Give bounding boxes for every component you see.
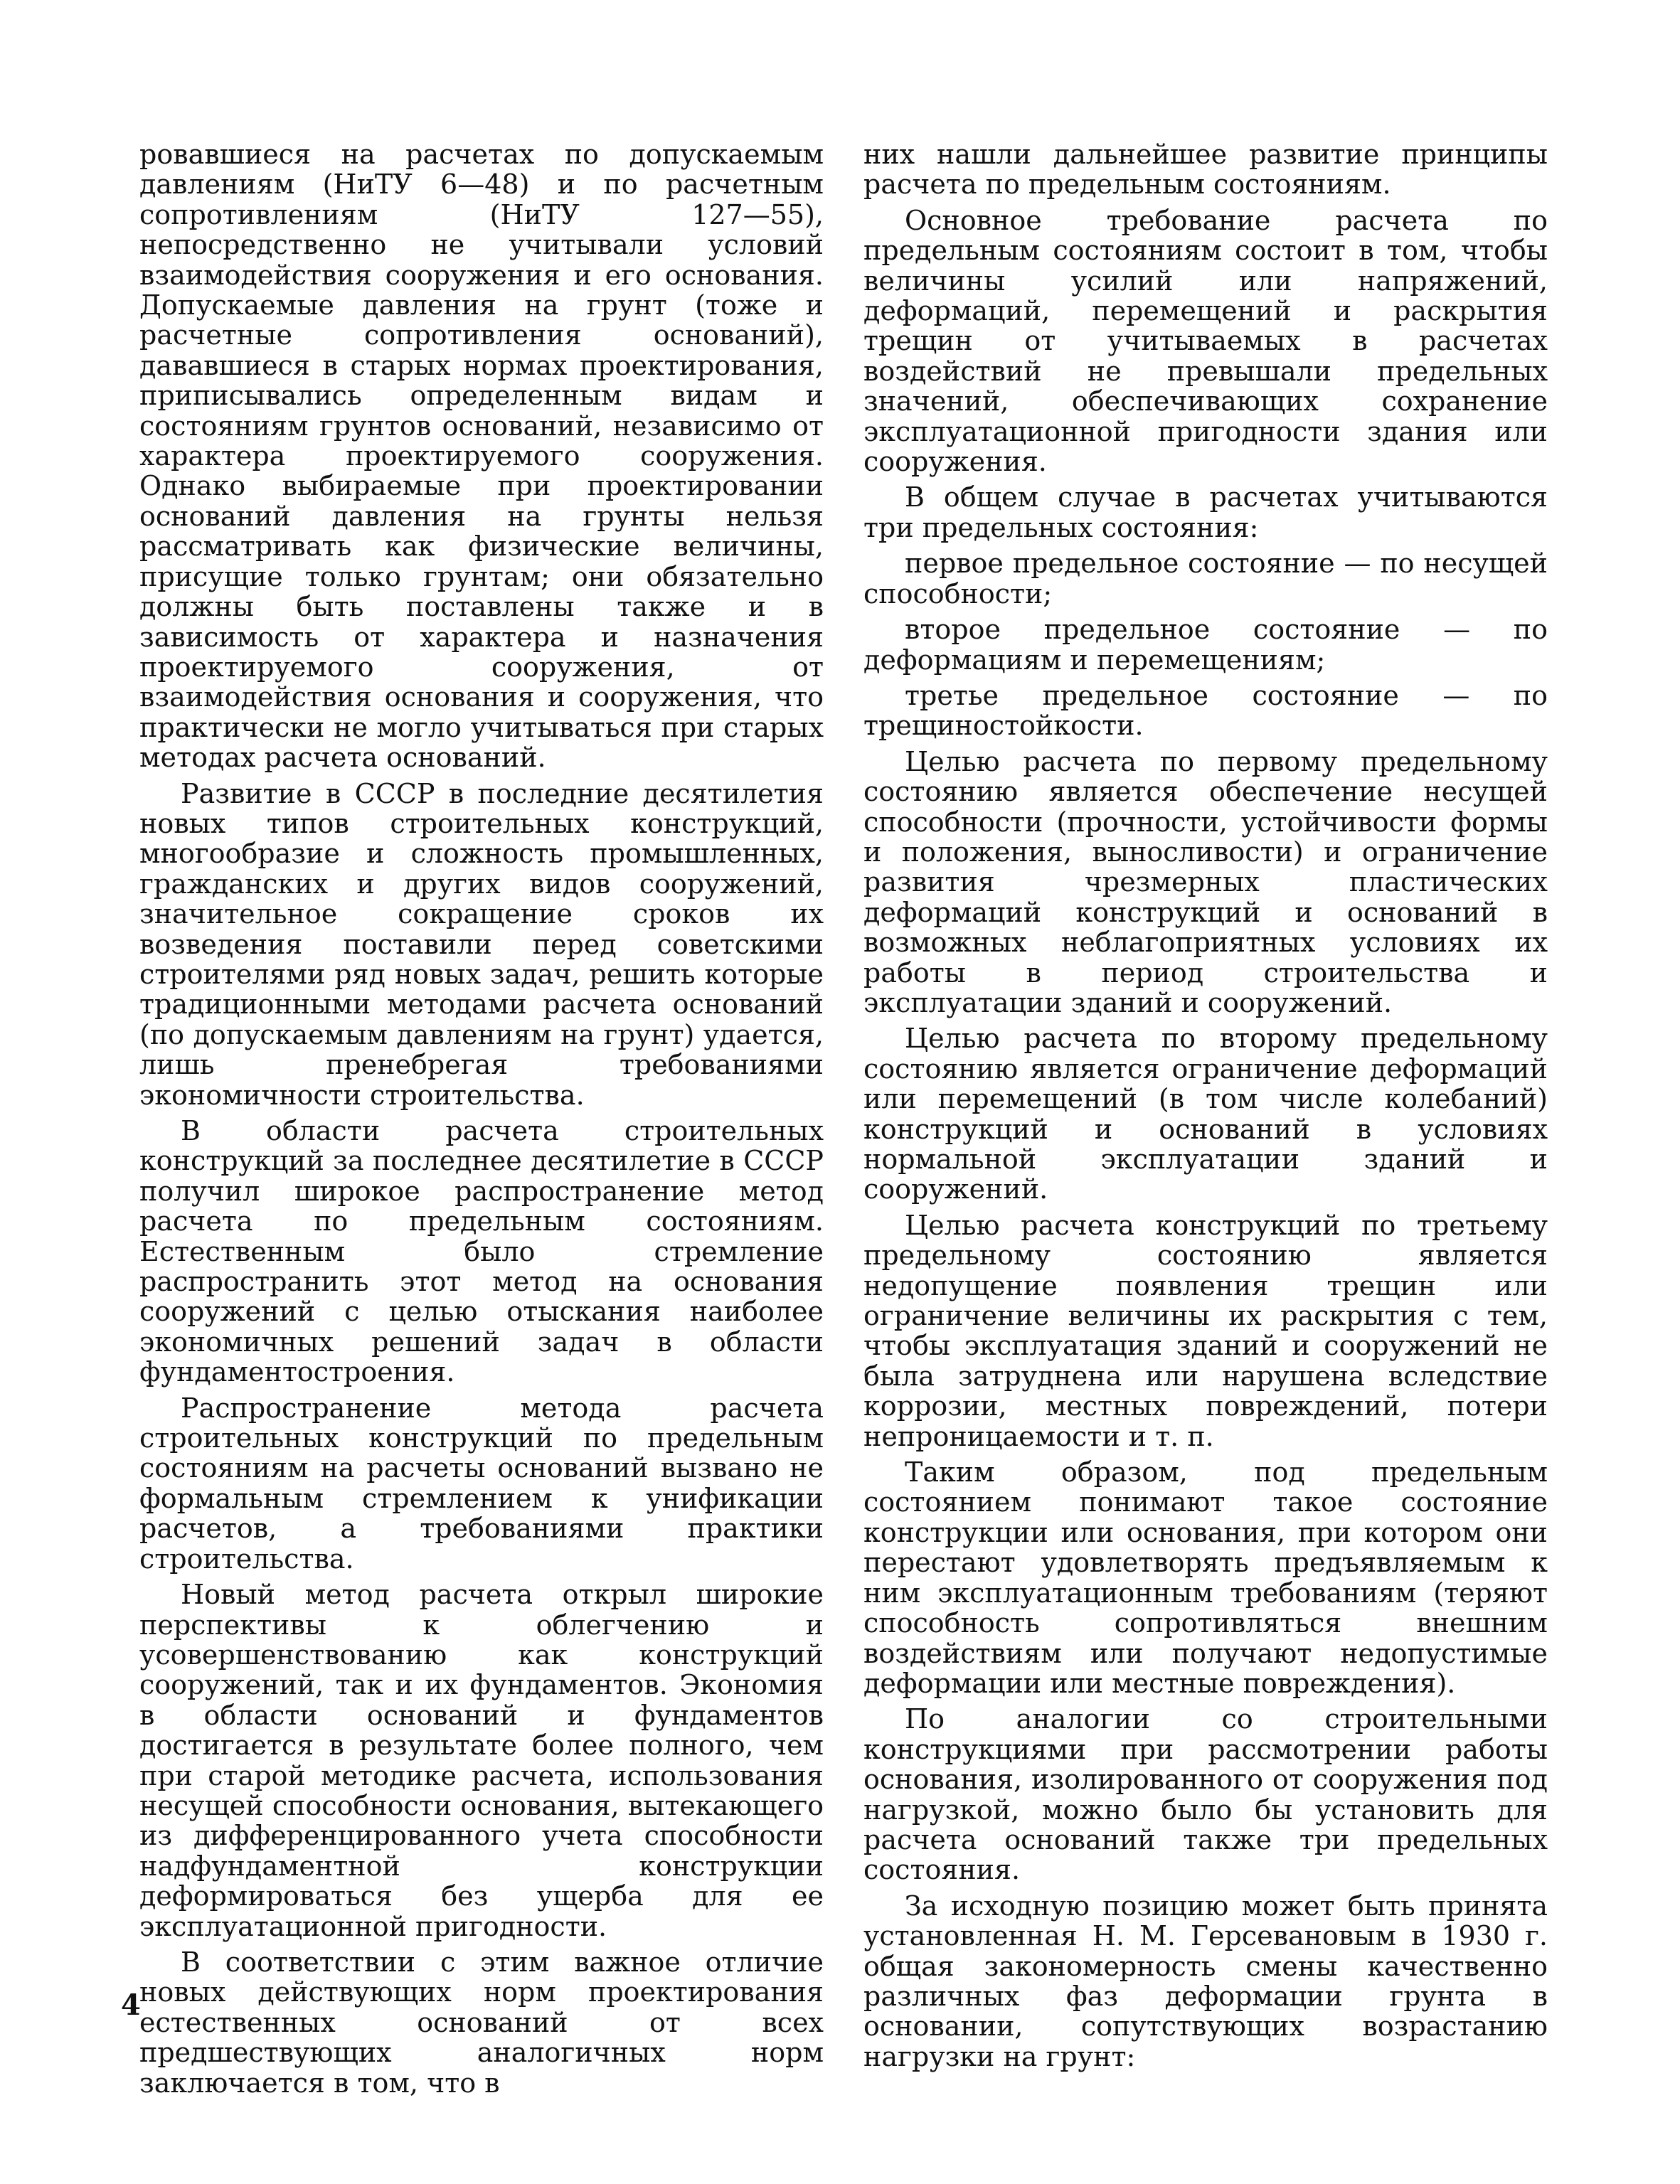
paragraph: Целью расчета конструкций по третьему предельному состоянию является недопущение появления трещин или ограничение величины их раскрытия с тем, чтобы эксплуатация зданий и сооружений не была затруднена или нарушена вследствие коррозии, местных повреждений, потери непроницаемости и т. п.	[863, 1209, 1548, 1452]
left-column	[139, 139, 824, 2104]
paragraph: Развитие в СССР в последние десятилетия новых типов строительных конструкций, многообразие и сложность промышленных, гражданских и других видов сооружений, значительное сокращение сроков их возведения поставили перед советскими строителями ряд новых задач, решить которые традиционными методами расчета оснований (по допускаемым давлениям на грунт) удается, лишь пренебрегая требованиями экономичности строительства.	[139, 777, 824, 1111]
paragraph: В области расчета строительных конструкций за последнее десятилетие в СССР получил широкое распространение метод расчета по предельным состояниям. Естественным было стремление распространить этот метод на основания сооружений с целью отыскания наиболее экономичных решений задач в области фундаментостроения.	[139, 1115, 824, 1388]
paragraph: Таким образом, под предельным состоянием понимают такое состояние конструкции или основания, при котором они перестают удовлетворять предъявляемым к ним эксплуатационным требованиям (теряют способность сопротивляться внешним воздействиям или получают недопустимые деформации или местные повреждения).	[863, 1456, 1548, 1699]
paragraph: Распространение метода расчета строительных конструкций по предельным состояниям на расчеты оснований вызвано не формальным стремлением к унификации расчетов, а требованиями практики строительства.	[139, 1392, 824, 1575]
paragraph: Целью расчета по первому предельному состоянию является обеспечение несущей способности (прочности, устойчивости формы и положения, выносливости) и ограничение развития чрезмерных пластических деформаций конструкций и оснований в возможных неблагоприятных условиях их работы в период строительства и эксплуатации зданий и сооружений.	[863, 745, 1548, 1018]
list-item: третье предельное состояние — по трещиностойкости.	[863, 679, 1548, 742]
paragraph: В соответствии с этим важное отличие новых действующих норм проектирования естественных оснований от всех предшествующих аналогичных норм заключается в том, что в	[139, 1946, 824, 2099]
right-column	[863, 139, 1548, 2077]
paragraph: них нашли дальнейшее развитие принципы расчета по предельным состояниям.	[863, 139, 1548, 201]
paragraph: Целью расчета по второму предельному состоянию является ограничение деформаций или перемещений (в том числе колебаний) конструкций и оснований в условиях нормальной эксплуатации зданий и сооружений.	[863, 1023, 1548, 1205]
paragraph: ровавшиеся на расчетах по допускаемым давлениям (НиТУ 6—48) и по расчетным сопротивлениям (НиТУ 127—55), непосредственно не учитывали условий взаимодействия сооружения и его основания. Допускаемые давления на грунт (тоже и расчетные сопротивления оснований), дававшиеся в старых нормах проектирования, приписывались определенным видам и состояниям грунтов оснований, независимо от характера проектируемого сооружения. Однако выбираемые при проектировании оснований давления на грунты нельзя рассматривать как физические величины, присущие только грунтам; они обязательно должны быть поставлены также и в зависимость от характера и назначения проектируемого сооружения, от взаимодействия основания и сооружения, что практически не могло учитываться при старых методах расчета оснований.	[139, 139, 824, 774]
paragraph: За исходную позицию может быть принята установленная Н. М. Герсевановым в 1930 г. общая закономерность смены качественно различных фаз деформации грунта в основании, сопутствующих возрастанию нагрузки на грунт:	[863, 1890, 1548, 2072]
paragraph: Новый метод расчета открыл широкие перспективы к облегчению и усовершенствованию как конструкций сооружений, так и их фундаментов. Экономия в области оснований и фундаментов достигается в результате более полного, чем при старой методике расчета, использования несущей способности основания, вытекающего из дифференцированного учета способности надфундаментной конструкции деформироваться без ущерба для ее эксплуатационной пригодности.	[139, 1579, 824, 1942]
paragraph: По аналогии со строительными конструкциями при рассмотрении работы основания, изолированного от сооружения под нагрузкой, можно было бы установить для расчета оснований также три предельных состояния.	[863, 1703, 1548, 1886]
list-item: первое предельное состояние — по несущей способности;	[863, 548, 1548, 609]
list-item: второе предельное состояние — по деформациям и перемещениям;	[863, 614, 1548, 676]
paragraph: В общем случае в расчетах учитываются три предельных состояния:	[863, 481, 1548, 543]
page-number: 4	[121, 1988, 141, 2022]
paragraph: Основное требование расчета по предельным состояниям состоит в том, чтобы величины усилий или напряжений, деформаций, перемещений и раскрытия трещин от учитываемых в расчетах воздействий не превышали предельных значений, обеспечивающих сохранение эксплуатационной пригодности здания или сооружения.	[863, 204, 1548, 478]
